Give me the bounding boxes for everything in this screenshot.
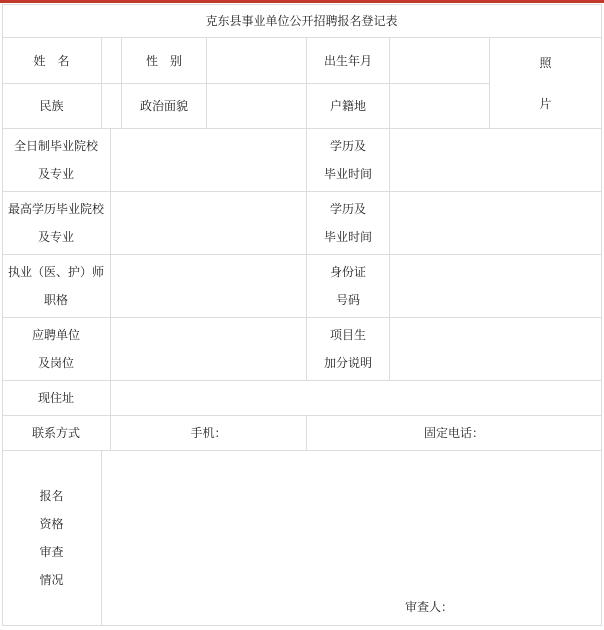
label-political: 政治面貌 [122, 84, 207, 129]
label-review-line1: 报名 [39, 489, 64, 503]
value-bonus[interactable] [390, 318, 602, 381]
label-highest-school-line1: 最高学历毕业院校 [7, 202, 104, 216]
label-contact: 联系方式 [2, 416, 111, 451]
value-edu-time-1[interactable] [390, 129, 602, 192]
landline-field[interactable] [307, 416, 602, 451]
value-license[interactable] [111, 255, 307, 318]
label-edu-time-2-line1: 学历及 [329, 202, 366, 216]
label-highest-school-line2: 及专业 [37, 230, 74, 244]
value-apply-unit[interactable] [111, 318, 307, 381]
label-id-line1: 身份证 [329, 265, 366, 279]
label-gender: 性 别 [122, 38, 207, 84]
value-address[interactable] [111, 381, 602, 416]
photo-box[interactable] [490, 38, 602, 129]
value-id-number[interactable] [390, 255, 602, 318]
label-bonus-line1: 项目生 [329, 328, 366, 342]
label-license [2, 255, 111, 318]
label-review-line2: 资格 [39, 517, 64, 531]
label-highest-school [2, 192, 111, 255]
label-edu-time-2-line2: 毕业时间 [323, 230, 372, 244]
value-highest-school[interactable] [111, 192, 307, 255]
value-fulltime-school[interactable] [111, 129, 307, 192]
label-landline: 固定电话： [423, 426, 484, 440]
value-ethnicity[interactable] [102, 84, 122, 129]
label-bonus [307, 318, 390, 381]
form-title: 克东县事业单位公开招聘报名登记表 [2, 4, 602, 38]
value-political[interactable] [207, 84, 307, 129]
review-area[interactable] [102, 451, 602, 626]
label-edu-time-2 [307, 192, 390, 255]
label-review-line3: 审查 [39, 545, 64, 559]
value-birth[interactable] [390, 38, 490, 84]
label-hukou: 户籍地 [307, 84, 390, 129]
label-id-line2: 号码 [335, 293, 360, 307]
label-fulltime-school-line2: 及专业 [37, 167, 74, 181]
label-mobile: 手机： [190, 426, 227, 440]
label-address: 现住址 [2, 381, 111, 416]
label-review-line4: 情况 [39, 573, 64, 587]
value-edu-time-2[interactable] [390, 192, 602, 255]
value-gender[interactable] [207, 38, 307, 84]
label-reviewer: 审查人： [405, 600, 454, 614]
label-name: 姓 名 [2, 38, 102, 84]
label-apply-unit [2, 318, 111, 381]
label-apply-line1: 应聘单位 [31, 328, 80, 342]
label-license-line1: 执业（医、护）师 [7, 265, 104, 279]
label-fulltime-school [2, 129, 111, 192]
label-edu-time-1 [307, 129, 390, 192]
label-apply-line2: 及岗位 [37, 356, 74, 370]
top-accent-line [0, 0, 604, 3]
value-hukou[interactable] [390, 84, 490, 129]
label-birth: 出生年月 [307, 38, 390, 84]
label-edu-time-1-line1: 学历及 [329, 139, 366, 153]
label-review [2, 451, 102, 626]
label-ethnicity: 民族 [2, 84, 102, 129]
photo-label-1: 照 [539, 55, 552, 70]
label-fulltime-school-line1: 全日制毕业院校 [13, 139, 98, 153]
photo-label-2: 片 [539, 96, 552, 111]
mobile-field[interactable] [111, 416, 307, 451]
label-id-number [307, 255, 390, 318]
value-name[interactable] [102, 38, 122, 84]
label-license-line2: 职格 [43, 293, 68, 307]
label-edu-time-1-line2: 毕业时间 [323, 167, 372, 181]
label-bonus-line2: 加分说明 [323, 356, 372, 370]
